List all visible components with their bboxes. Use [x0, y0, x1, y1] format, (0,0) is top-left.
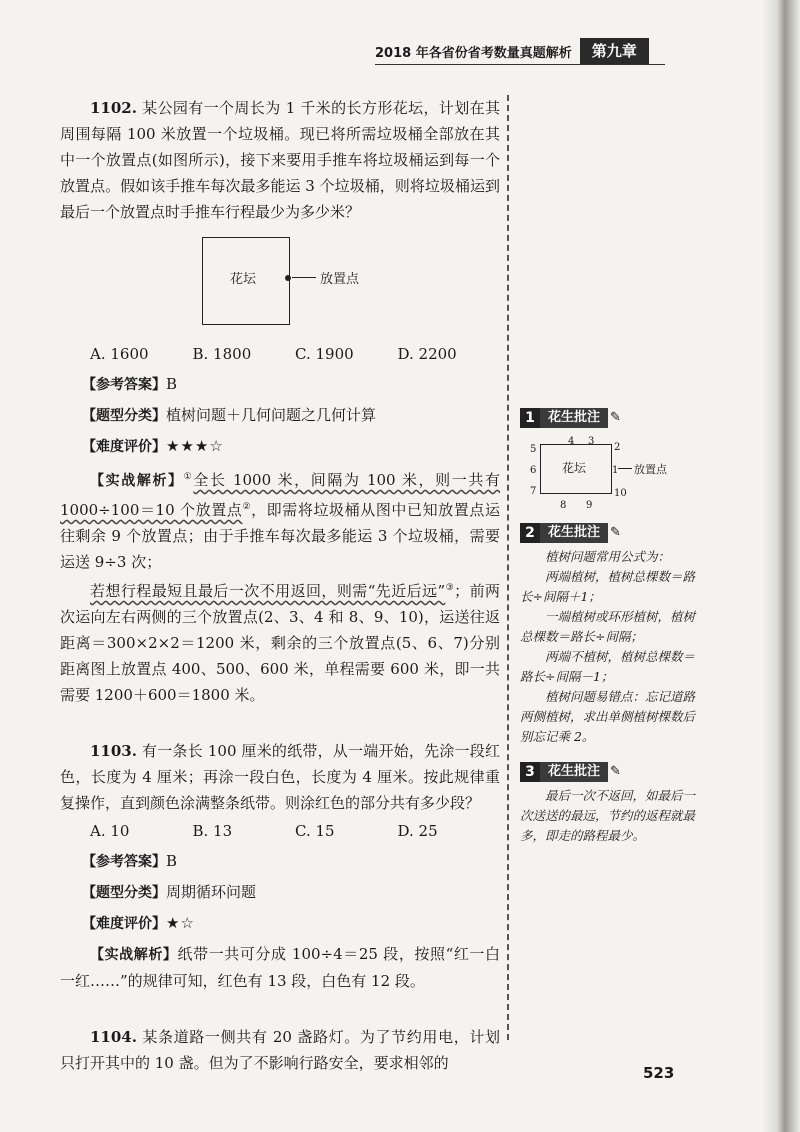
- question-number: 1102.: [90, 99, 137, 117]
- type-line: [60, 402, 500, 429]
- placement-point-label: 放置点: [320, 272, 360, 287]
- question-stem: 某条道路一侧共有 20 盏路灯。为了节约用电，计划只打开其中的 10 盏。但为了不影响行路安全，要求相邻的: [60, 1028, 500, 1072]
- point-label-8: 8: [560, 500, 567, 511]
- answer-value: B: [166, 852, 178, 870]
- book-title: 2018 年各省份省考数量真题解析: [375, 45, 572, 61]
- difficulty-stars: ★★★☆: [166, 437, 224, 455]
- analysis-text-4: ；前两次运向左右两侧的三个放置点(2、3、4 和 8、9、10)，运送往返距离＝300×2×2＝1200 米，剩余的三个放置点(5、6、7)分别距离图上放置点 400、500、600 米，单程需要 600 米，即一共需要 1200＋600＝1800 米。: [60, 582, 500, 704]
- option-a[interactable]: A. 10: [90, 822, 130, 840]
- note-header-1: [520, 408, 695, 428]
- note-header-3: [520, 762, 695, 782]
- note-number: 3: [520, 762, 540, 782]
- analysis-1103: [60, 941, 500, 994]
- point-label-3: 3: [588, 436, 595, 447]
- mini-point-label: 放置点: [634, 463, 667, 476]
- point-label-9: 9: [586, 500, 593, 511]
- side-note-2: [520, 523, 695, 747]
- note-title: 花生批注: [540, 762, 608, 782]
- options-1103: [60, 818, 500, 844]
- analysis-1102-part2: [60, 575, 500, 708]
- type-tag: 【题型分类】: [82, 408, 166, 424]
- column-divider: [507, 95, 509, 1040]
- note-3-text: 最后一次不返回，如最后一次送送的最远，节约的返程就最多，即走的路程最少。: [520, 788, 696, 843]
- difficulty-line: [60, 433, 500, 460]
- note-header-2: [520, 523, 695, 543]
- question-stem: 有一条长 100 厘米的纸带，从一端开始，先涂一段红色，长度为 4 厘米；再涂一段白色，长度为 4 厘米。按此规律重复操作，直到颜色涂满整条纸带。则涂红色的部分共有多少段？: [60, 742, 500, 812]
- point-label-5: 5: [530, 444, 537, 455]
- type-tag: 【题型分类】: [82, 885, 166, 901]
- note-2-line-2: 两端植树，植树总棵数＝路长÷间隔＋1；: [520, 569, 696, 604]
- analysis-text-2: ，即需将垃圾桶从图中已知放置点运往剩余 9 个放置点；由于手推车每次最多能运 3 个垃圾桶，需要运送 9÷3 次；: [60, 501, 500, 571]
- chapter-tag: 第九章: [580, 38, 649, 64]
- note-title: 花生批注: [540, 408, 608, 428]
- analysis-highlight-1: 全长 1000 米，间隔为 100 米，则一共有 1000÷100＝10 个放置点: [60, 471, 500, 519]
- option-d[interactable]: D. 25: [397, 822, 438, 840]
- question-1104: [60, 1024, 500, 1076]
- note-2-line-4: 两端不植树，植树总棵数＝路长÷间隔－1；: [520, 649, 696, 684]
- question-number: 1103.: [90, 742, 137, 760]
- difficulty-tag: 【难度评价】: [82, 916, 166, 932]
- type-line: [60, 879, 500, 906]
- type-value: 周期循环问题: [166, 883, 257, 901]
- header-rule: [375, 64, 665, 65]
- question-stem: 某公园有一个周长为 1 千米的长方形花坛，计划在其周围每隔 100 米放置一个垃圾桶。现已将所需垃圾桶全部放在其中一个放置点(如图所示)，接下来要用手推车将垃圾桶运到每一个放置点。假如该手推车每次最多能运 3 个垃圾桶，则将垃圾桶运到最后一个放置点时手推车行程最少为多少米？: [60, 99, 500, 221]
- running-header: [375, 38, 649, 64]
- pencil-icon: ✎: [610, 410, 621, 425]
- point-label-6: 6: [530, 465, 537, 476]
- point-label-7: 7: [530, 486, 537, 497]
- note-2-line-3: 一端植树或环形植树，植树总棵数＝路长÷间隔；: [520, 609, 696, 644]
- question-1102: [60, 95, 500, 225]
- analysis-tag: 【实战解析】: [90, 473, 184, 489]
- placement-point-dot: [285, 275, 291, 281]
- answer-tag: 【参考答案】: [82, 377, 166, 393]
- placement-pointer-line: [292, 277, 316, 278]
- page-edge: [762, 0, 800, 1132]
- note-2-line-1: 植树问题常用公式为：: [545, 549, 671, 564]
- answer-line: [60, 371, 500, 398]
- note-number: 2: [520, 523, 540, 543]
- difficulty-stars: ★☆: [166, 914, 195, 932]
- mini-flowerbed-label: 花坛: [562, 461, 587, 475]
- options-1102: [60, 341, 500, 367]
- side-note-3: [520, 762, 695, 846]
- difficulty-line: [60, 910, 500, 937]
- answer-tag: 【参考答案】: [82, 854, 166, 870]
- analysis-text: 纸带一共可分成 100÷4＝25 段，按照“红一白一红……”的规律可知，红色有 13 段，白色有 12 段。: [60, 945, 501, 990]
- difficulty-tag: 【难度评价】: [82, 439, 166, 455]
- point-label-2: 2: [614, 442, 621, 453]
- note-number: 1: [520, 408, 540, 428]
- main-column: [60, 95, 500, 1076]
- note-marker-3: ③: [445, 583, 455, 593]
- type-value: 植树问题＋几何问题之几何计算: [166, 406, 377, 424]
- note-marker-2: ②: [242, 502, 252, 512]
- analysis-tag: 【实战解析】: [90, 947, 178, 963]
- note-title: 花生批注: [540, 523, 608, 543]
- flowerbed-diagram: [60, 237, 500, 337]
- point-label-10: 10: [614, 488, 627, 499]
- option-a[interactable]: A. 1600: [90, 345, 149, 363]
- pencil-icon: ✎: [610, 525, 621, 540]
- option-b[interactable]: B. 13: [192, 822, 233, 840]
- option-d[interactable]: D. 2200: [397, 345, 457, 363]
- analysis-1102-part1: [60, 464, 500, 575]
- note-2-line-5: 植树问题易错点：忘记道路两侧植树，求出单侧植树棵数后别忘记乘 2。: [520, 689, 696, 744]
- point-label-4: 4: [568, 436, 575, 447]
- numbered-flowerbed-diagram: [520, 432, 695, 512]
- pencil-icon: ✎: [610, 764, 621, 779]
- answer-value: B: [166, 375, 178, 393]
- analysis-highlight-3: 若想行程最短且最后一次不用返回，则需“先近后远”: [90, 582, 446, 600]
- side-note-1: [520, 408, 695, 512]
- point-label-1: 1: [612, 465, 619, 476]
- option-b[interactable]: B. 1800: [192, 345, 252, 363]
- mini-pointer-line: [618, 468, 632, 469]
- question-number: 1104.: [90, 1028, 137, 1046]
- question-1103: [60, 738, 500, 816]
- option-c[interactable]: C. 1900: [295, 345, 354, 363]
- answer-line: [60, 848, 500, 875]
- note-marker-1: ①: [183, 472, 194, 482]
- option-c[interactable]: C. 15: [295, 822, 335, 840]
- page-number: 523: [643, 1064, 675, 1082]
- flowerbed-label: 花坛: [230, 272, 257, 287]
